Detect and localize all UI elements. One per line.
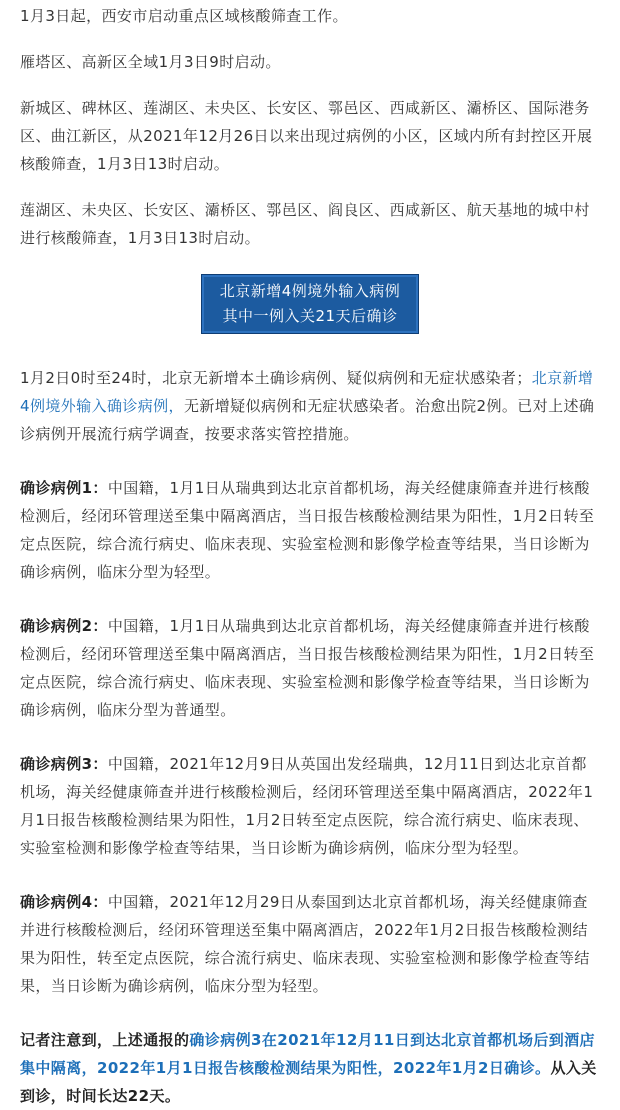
note-text-1: 记者注意到，上述通报的 <box>20 1031 190 1049</box>
case-4-label: 确诊病例4： <box>20 893 108 911</box>
article-body <box>0 2 620 1110</box>
note-text-2: 从入关到诊，时间长达22天。 <box>20 1059 597 1105</box>
case-1-label: 确诊病例1： <box>20 479 108 497</box>
case-4-text: 中国籍，2021年12月29日从泰国到达北京首都机场，海关经健康筛查并进行核酸检测后，经闭环管理送至集中隔离酒店，2022年1月2日报告核酸检测结果为阳性，转至定点医院，综合流行病史、临床表现、实验室检测和影像学检查等结果，当日诊断为确诊病例，临床分型为轻型。 <box>20 893 590 995</box>
banner-line-1: 北京新增4例境外输入病例 <box>219 282 401 300</box>
paragraph-case-1 <box>20 474 600 586</box>
paragraph-case-3 <box>20 750 600 862</box>
case-2-label: 确诊病例2： <box>20 617 108 635</box>
case-3-text: 中国籍，2021年12月9日从英国出发经瑞典，12月11日到达北京首都机场，海关经健康筛查并进行核酸检测后，经闭环管理送至集中隔离酒店，2022年1月1日报告核酸检测结果为阳性，1月2日转至定点医院，综合流行病史、临床表现、实验室检测和影像学检查等结果，当日诊断为确诊病例，临床分型为轻型。 <box>20 755 594 857</box>
note-highlight: 确诊病例3在2021年12月11日到达北京首都机场后到酒店集中隔离，2022年1月1日报告核酸检测结果为阳性，2022年1月2日确诊。 <box>20 1031 595 1077</box>
paragraph-case-2 <box>20 612 600 724</box>
section-banner <box>201 274 419 334</box>
paragraph-xian-start: 1月3日起，西安市启动重点区域核酸筛查工作。 <box>20 7 348 25</box>
summary-text-1: 1月2日0时至24时，北京无新增本土确诊病例、疑似病例和无症状感染者； <box>20 369 532 387</box>
paragraph-case-4 <box>20 888 600 1000</box>
summary-highlight: 北京新增4例境外输入确诊病例， <box>20 369 594 415</box>
paragraph-urban-villages: 莲湖区、未央区、长安区、灞桥区、鄠邑区、阎良区、西咸新区、航天基地的城中村进行核酸筛查，1月3日13时启动。 <box>20 201 590 247</box>
banner-container <box>20 274 600 334</box>
case-3-label: 确诊病例3： <box>20 755 108 773</box>
paragraph-reporter-note <box>20 1026 600 1110</box>
paragraph-yanta-gaoxin: 雁塔区、高新区全域1月3日9时启动。 <box>20 53 281 71</box>
paragraph-districts-closed-areas: 新城区、碑林区、莲湖区、未央区、长安区、鄠邑区、西咸新区、灞桥区、国际港务区、曲江新区，从2021年12月26日以来出现过病例的小区，区域内所有封控区开展核酸筛查，1月3日13时启动。 <box>20 99 593 173</box>
summary-text-2: 无新增疑似病例和无症状感染者。治愈出院2例。已对上述确诊病例开展流行病学调查，按要求落实管控措施。 <box>20 397 595 443</box>
paragraph-beijing-summary <box>20 364 600 448</box>
case-2-text: 中国籍，1月1日从瑞典到达北京首都机场，海关经健康筛查并进行核酸检测后，经闭环管理送至集中隔离酒店，当日报告核酸检测结果为阳性，1月2日转至定点医院，综合流行病史、临床表现、实验室检测和影像学检查等结果，当日诊断为确诊病例，临床分型为普通型。 <box>20 617 595 719</box>
banner-line-2: 其中一例入关21天后确诊 <box>222 307 398 325</box>
case-1-text: 中国籍，1月1日从瑞典到达北京首都机场，海关经健康筛查并进行核酸检测后，经闭环管理送至集中隔离酒店，当日报告核酸检测结果为阳性，1月2日转至定点医院，综合流行病史、临床表现、实验室检测和影像学检查等结果，当日诊断为确诊病例，临床分型为轻型。 <box>20 479 595 581</box>
